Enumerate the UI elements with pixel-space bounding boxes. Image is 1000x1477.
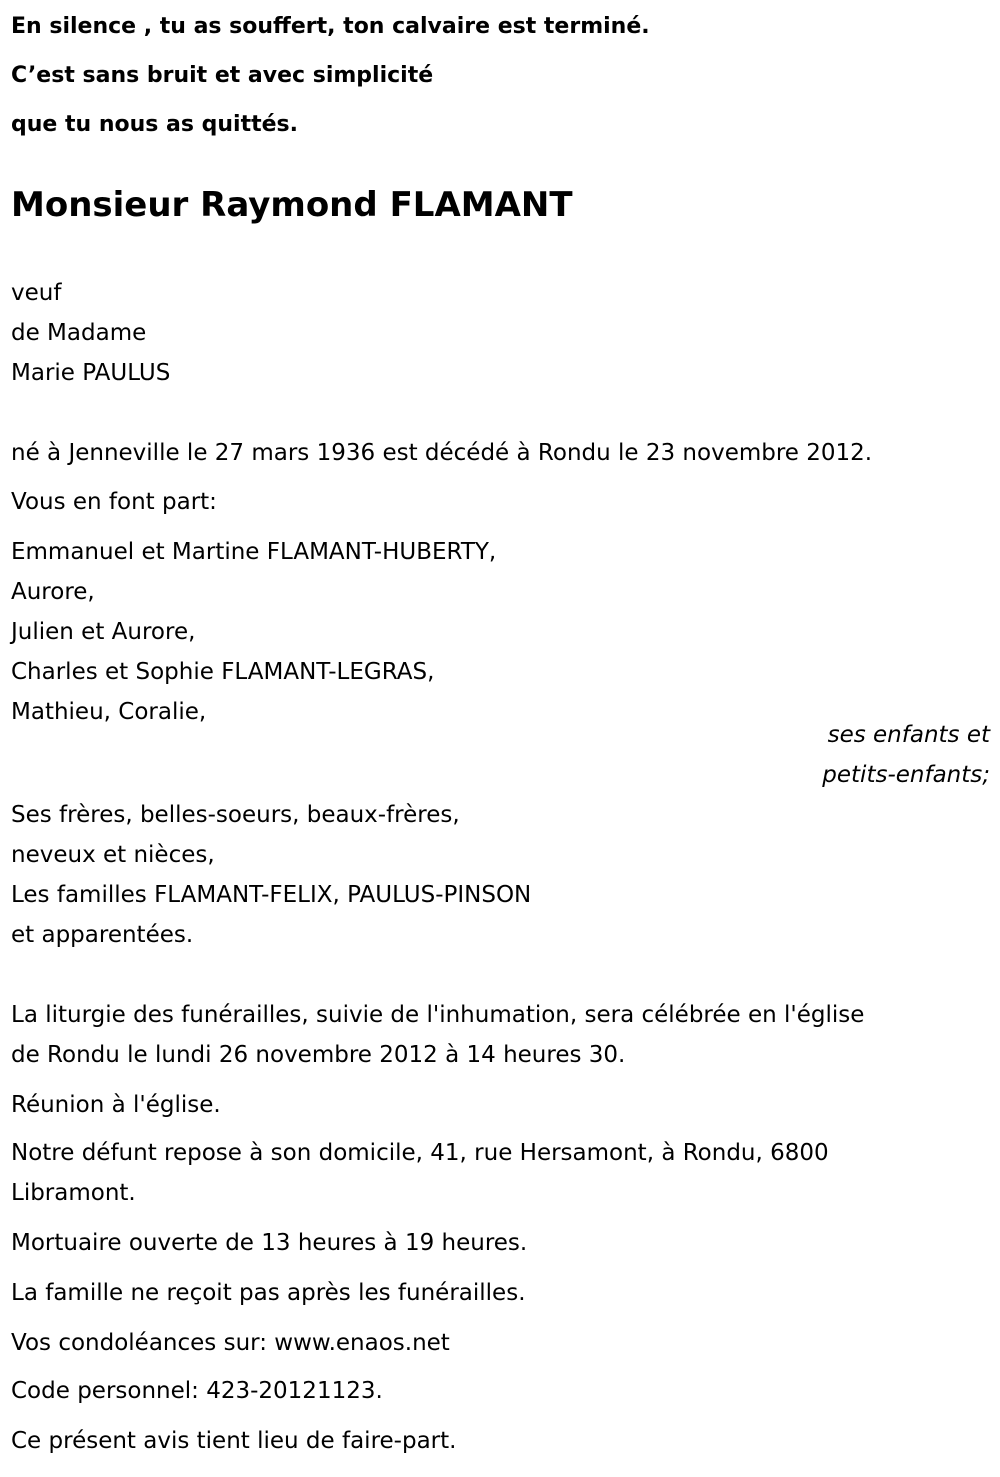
details-line: Code personnel: 423-20121123.	[11, 1378, 383, 1404]
children-line: Julien et Aurore,	[11, 619, 196, 645]
children-caption: ses enfants et	[827, 722, 990, 748]
birth-death: né à Jenneville le 27 mars 1936 est décédé à Rondu le 23 novembre 2012.	[11, 440, 873, 466]
family-line: Ses frères, belles-soeurs, beaux-frères,	[11, 802, 460, 828]
poem-line: C’est sans bruit et avec simplicité	[11, 63, 434, 88]
children-line: Aurore,	[11, 579, 95, 605]
family-line: et apparentées.	[11, 922, 194, 948]
details-line: Libramont.	[11, 1180, 136, 1206]
children-line: Emmanuel et Martine FLAMANT-HUBERTY,	[11, 539, 497, 565]
poem-line: que tu nous as quittés.	[11, 112, 298, 137]
details-line: Ce présent avis tient lieu de faire-part.	[11, 1428, 457, 1454]
spouse-line: de Madame	[11, 320, 147, 346]
children-line: Mathieu, Coralie,	[11, 699, 207, 725]
details-line: de Rondu le lundi 26 novembre 2012 à 14 heures 30.	[11, 1042, 626, 1068]
spouse-line: veuf	[11, 280, 62, 306]
details-line: La famille ne reçoit pas après les funérailles.	[11, 1280, 526, 1306]
spouse-line: Marie PAULUS	[11, 360, 171, 386]
details-line: Notre défunt repose à son domicile, 41, rue Hersamont, à Rondu, 6800	[11, 1140, 829, 1166]
details-line: La liturgie des funérailles, suivie de l'inhumation, sera célébrée en l'église	[11, 1002, 865, 1028]
children-line: Charles et Sophie FLAMANT-LEGRAS,	[11, 659, 435, 685]
page-title: Monsieur Raymond FLAMANT	[11, 185, 573, 225]
condolences-link[interactable]: Vos condoléances sur: www.enaos.net	[11, 1330, 450, 1356]
announce: Vous en font part:	[11, 489, 217, 515]
family-line: neveux et nièces,	[11, 842, 215, 868]
family-line: Les familles FLAMANT-FELIX, PAULUS-PINSON	[11, 882, 532, 908]
children-caption: petits-enfants;	[822, 762, 990, 788]
details-line: Mortuaire ouverte de 13 heures à 19 heures.	[11, 1230, 528, 1256]
details-line: Réunion à l'église.	[11, 1092, 221, 1118]
poem-line: En silence , tu as souffert, ton calvaire est terminé.	[11, 14, 650, 39]
